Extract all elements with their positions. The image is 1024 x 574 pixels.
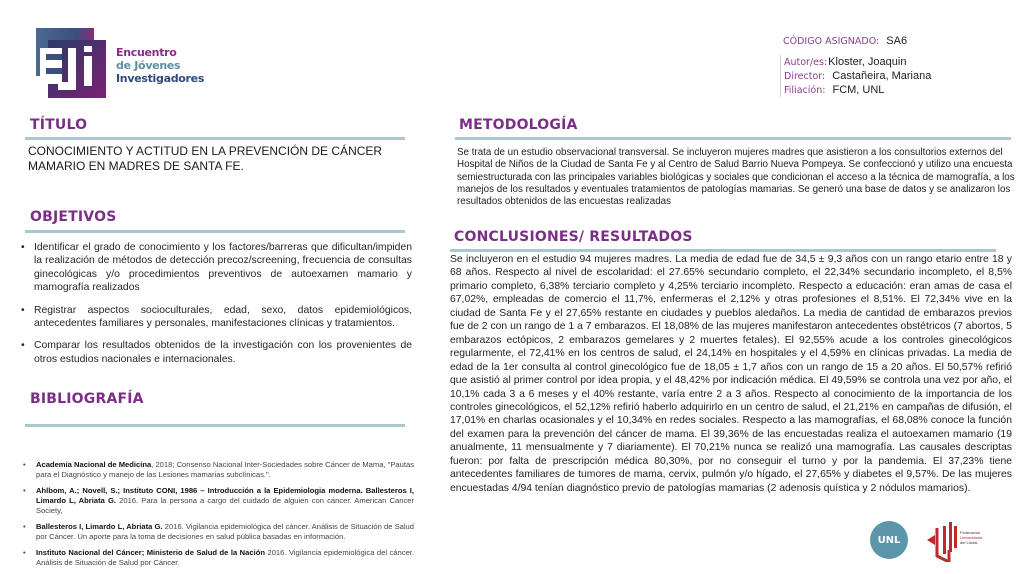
- objetivos-heading: OBJETIVOS: [30, 209, 117, 225]
- assigned-code-value: SA6: [886, 35, 908, 47]
- director-row: [784, 69, 931, 83]
- ful-line-3: del Litoral: [960, 540, 978, 545]
- logo-line-investigadores: Investigadores: [116, 72, 205, 85]
- resultados-text: Se incluyeron en el estudio 94 mujeres madres. La media de edad fue de 34,5 ± 9,3 años con un rango etario entre 18 y 68 años. Respecto al nivel de escolaridad: el 27.65% secundario completo, el 22,34% secundario incompleto, el 8,5% primario completo, 6,38% terciario completo y 4,25% terciario incompleto. Respecto a educación: eran amas de casa el 67,02%, empleadas de comercio el 11,7%, enfermeras el 2,12% y otras profesiones el 8,51%. El 72,34% vive en la ciudad de Santa Fe y el 27,65% restante en ciudades y pueblos aledaños. La media de cantidad de embarazos previos fue de 2 con un rango de 1 a 7 embarazos. El 18,08% de las mujeres manifestaron antecedentes obstétricos (7 abortos, 5 embarazos ectópicos, 2 embarazos gemelares y 2 muertes fetales). El 92,55% acude a los controles ginecológicos regularmente, el 72,41% en los centros de salud, el 24,14% en hospitales y el 4,59% en clínicas privadas. La media de edad de la 1er consulta al control ginecológico fue de 18,05 ± 1,7 años con un rango de 15 a 20 años. El 50,57% refirió que asistió al primer control por idea propia, y el 48,42% por indicación médica. El 49,59% se controla una vez por año, el 10,1% cada 3 a 6 meses y el 40% restante, varía entre 2 a 3 años. Respecto al conocimiento de la importancia de los controles ginecológicos, el 52,12% refirió haberlo adquirirlo en un centro de salud, el 21,21% en campañas de difusión, el 17,01% en charlas ocasionales y el 10,34% en redes sociales. Respecto a las mamografías, el 68,08% conoce la función del examen para la prevención del cáncer de mama. El 39,36% de las encuestadas realiza el autoexamen mamario (19 anualmente, 11 mensualmente y 7 diariamente). El 70,21% nunca se realizó una mamografía. Las causales descriptas fueron: por falta de prescripción médica 80,30%, por no conseguir el turno y por la pandemia. El 37,23% tiene antecedentes familiares de tumores de mama, cervix, pulmón y/o hígado, el 27,65% y diabetes el 9,57%. De las mujeres encuestadas 4/94 tenían diagnóstico previo de patologías mamarias (2 adenosis quística y 2 nódulos mamarios).: [450, 254, 1013, 494]
- metodologia-text: Se trata de un estudio observacional transversal. Se incluyeron mujeres madres que asistieron a los consultorios externos del Hospital de Niños de la Ciudad de Santa Fe y al Centro de Salud Barrio Nueva Pompeya. Se confeccionó y utilizo una encuesta semiestructurada con las principales variables biológicas y sociales que condicionan el acceso a la técnica de mamografía, a los manejos de los resultados y eventuales tratamientos de patologías mamarias. Se generó una base de datos y se analizaron los resultados obtenidos de las encuestas realizadas: [457, 147, 1015, 208]
- reference-authors: Ahlbom, A.; Novell, S.; Instituto CONI, 1986 – Introducción a la Epidemiologia moderna. Ballesteros I, Limardo L, Abriata G.: [36, 486, 414, 505]
- objetivo-item: • Registrar aspectos socioculturales, edad, sexo, datos epidemiológicos, antecedentes familiares y personales, manifestaciones clínicas y tratamientos.: [20, 304, 412, 331]
- people-block: [780, 55, 931, 97]
- titulo-heading: TÍTULO: [30, 117, 88, 133]
- eji-logo-text: [116, 46, 204, 85]
- poster-meta: [783, 34, 931, 97]
- affiliation-label: Filiación:: [784, 85, 826, 96]
- ful-line-2: Universitaria: [960, 535, 983, 540]
- ful-line-1: Federación: [960, 530, 981, 535]
- affiliation-row: [784, 83, 931, 97]
- eji-logo: [34, 26, 204, 102]
- author-row: [784, 55, 931, 69]
- author-label: Autor/es:: [784, 57, 828, 68]
- titulo-divider: [25, 137, 405, 140]
- ful-logo-text: [960, 530, 982, 545]
- logo-line-encuentro: Encuentro: [116, 46, 177, 59]
- eji-logo-mark-icon: [34, 26, 108, 100]
- reference-item: [22, 522, 414, 542]
- reference-item: [22, 486, 414, 516]
- logo-line-jovenes: de Jóvenes: [116, 59, 181, 72]
- reference-details: 2016. Vigilancia epidemiológica del cáncer. Análisis de Situación de Salud por Cáncer. Un aporte para la toma de decisiones en salud pública basadas en información.: [36, 522, 414, 541]
- unl-logo: UNL: [870, 521, 908, 559]
- bibliografia-divider: [25, 424, 405, 427]
- reference-item: [22, 460, 414, 480]
- objetivo-item: • Comparar los resultados obtenidos de la investigación con los provenientes de otros estudios nacionales e internacionales.: [20, 339, 412, 366]
- objetivos-divider: [25, 230, 405, 233]
- reference-authors: Ballesteros I, Limardo L, Abriata G.: [36, 522, 163, 531]
- director-label: Director:: [784, 71, 826, 82]
- assigned-code-row: [783, 34, 931, 49]
- ful-logo-mark-icon: [925, 520, 959, 562]
- poster-title: CONOCIMIENTO Y ACTITUD EN LA PREVENCIÓN DE CÁNCER MAMARIO EN MADRES DE SANTA FE.: [28, 144, 383, 173]
- metodologia-heading: METODOLOGÍA: [459, 117, 578, 133]
- reference-authors: Academia Nacional de Medicina: [36, 460, 152, 469]
- director-value: Castañeira, Mariana: [832, 70, 932, 82]
- author-value: Kloster, Joaquin: [828, 56, 907, 68]
- reference-authors: Instituto Nacional del Cáncer; Ministerio de Salud de la Nación: [36, 548, 265, 557]
- assigned-code-label: CÓDIGO ASIGNADO:: [783, 36, 880, 47]
- metodologia-divider: [455, 137, 1011, 140]
- bibliografia-list: [22, 460, 414, 574]
- reference-details: , 2018; Consenso Nacional Inter-Sociedades sobre Cáncer de Mama, "Pautas para el Diagnóstico y manejo de las Lesiones mamarias subclínicas.".: [36, 460, 414, 479]
- resultados-heading: CONCLUSIONES/ RESULTADOS: [454, 229, 693, 245]
- reference-details: 2016. Para la persona a cargo del cuidado de alguien con cáncer. American Cancer Society,: [36, 496, 414, 515]
- objetivo-item: • Identificar el grado de conocimiento y los factores/barreras que dificultan/impiden la realización de métodos de detección precoz/screening, frecuencia de consultas ginecológicas y/o procedimientos preventivos de autoexamen mamario y mamografía realizados: [20, 241, 412, 295]
- objetivos-list: [20, 241, 412, 375]
- reference-details: 2016. Vigilancia epidemiológica del cáncer. Análisis de Situación de Salud por Cáncer.: [36, 548, 414, 567]
- ful-logo: [925, 520, 1005, 562]
- reference-item: [22, 548, 414, 568]
- affiliation-value: FCM, UNL: [832, 84, 885, 96]
- resultados-divider: [450, 249, 996, 252]
- bibliografia-heading: BIBLIOGRAFÍA: [30, 391, 144, 407]
